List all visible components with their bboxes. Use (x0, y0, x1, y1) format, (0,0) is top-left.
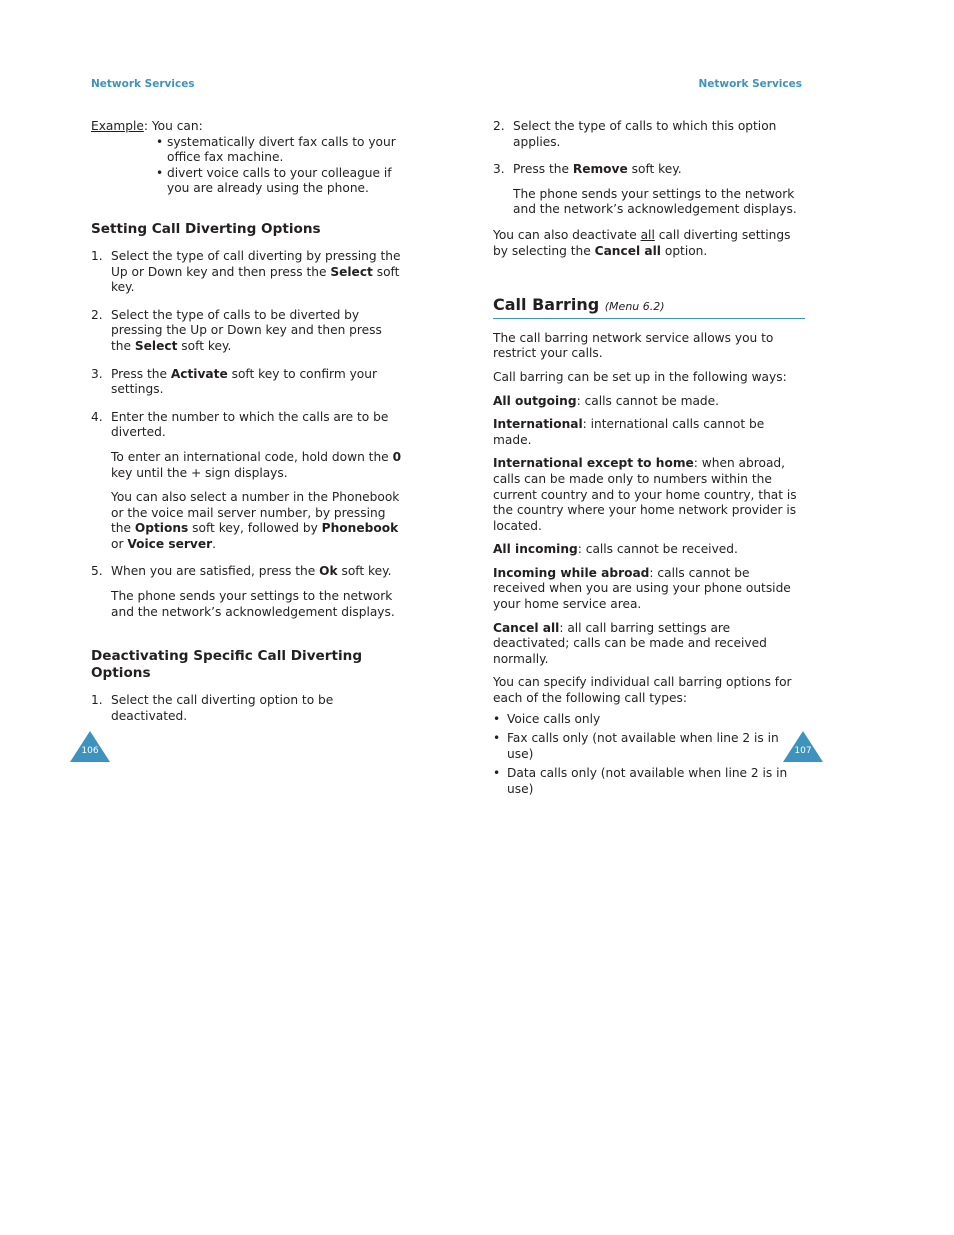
step-text: Select the type of calls to be diverted by pressing the Up or Down key and then press the (111, 307, 382, 353)
step-number: 3. (91, 366, 103, 381)
step-item (91, 308, 403, 355)
page-number-text: 107 (794, 746, 812, 756)
list-item: • divert voice calls to your colleague if you are already using the phone. (156, 166, 403, 197)
step-item (493, 119, 805, 150)
step-number: 1. (91, 248, 103, 263)
step-text: When you are satisfied, press the (111, 564, 320, 579)
step-item (91, 367, 403, 398)
option-all-incoming: All incoming: calls cannot be received. (493, 542, 738, 557)
left-page-column (91, 119, 403, 736)
body-paragraph: Call barring can be set up in the following ways: (493, 369, 787, 384)
step-note: The phone sends your settings to the network and the network’s acknowledgement displays. (111, 589, 395, 619)
option-incoming-while-abroad: Incoming while abroad: calls cannot be received when you are using your phone outside your home service area. (493, 565, 791, 612)
list-item: • systematically divert fax calls to your office fax machine. (156, 135, 403, 166)
step-item (91, 564, 403, 620)
step-item (91, 410, 403, 553)
list-item: • Fax calls only (not available when line 2 is in use) (493, 731, 805, 762)
example-intro: : You can: (143, 119, 203, 133)
call-barring-title: Call Barring (493, 295, 600, 315)
step-note: You can also select a number in the Phonebook or the voice mail server number, by pressing the Options soft key, followed by Phonebook or Voice server. (111, 490, 400, 551)
step-text: Enter the number to which the calls are to be diverted. (111, 409, 389, 440)
menu-reference: (Menu 6.2) (604, 300, 665, 314)
step-text: soft key to confirm your settings. (111, 366, 377, 397)
section-heading-setting-call-diverting: Setting Call Diverting Options (91, 220, 321, 237)
step-text: soft key. (337, 564, 392, 579)
running-header-right: Network Services (698, 78, 802, 90)
deactivating-steps-continued (493, 119, 805, 218)
running-header-left: Network Services (91, 78, 195, 90)
step-text: soft key. (177, 338, 232, 353)
key-name: Select (134, 338, 178, 353)
step-item (493, 162, 805, 218)
option-all-outgoing: All outgoing: calls cannot be made. (493, 393, 720, 408)
step-text: Press the (111, 366, 171, 381)
body-paragraph: You can specify individual call barring options for each of the following call types: (493, 675, 792, 706)
section-heading-deactivating: Deactivating Specific Call Diverting Options (91, 648, 363, 682)
key-name: Ok (319, 564, 338, 579)
page-number-text: 106 (81, 746, 99, 756)
step-number: 1. (91, 693, 103, 708)
setting-steps (91, 249, 403, 620)
call-type-list (493, 712, 805, 798)
page-number-left (70, 731, 110, 763)
step-text: Select the call diverting option to be deactivated. (111, 693, 334, 723)
step-note: The phone sends your settings to the network and the network’s acknowledgement displays. (513, 186, 797, 217)
option-cancel-all: Cancel all: all call barring settings are deactivated; calls can be made and received normally. (493, 620, 767, 666)
key-name: Activate (170, 366, 228, 381)
step-note: To enter an international code, hold down the 0 key until the + sign displays. (111, 449, 402, 480)
step-text: Press the (513, 162, 573, 177)
example-label: Example (91, 119, 144, 133)
step-number: 3. (493, 162, 505, 177)
deactivating-steps (91, 693, 403, 724)
step-item (91, 693, 403, 724)
key-name: Select (330, 264, 373, 279)
step-text: soft key. (111, 264, 400, 295)
step-item (91, 249, 403, 296)
page-number-right (783, 731, 823, 763)
list-item: • Data calls only (not available when line 2 is in use) (493, 766, 805, 797)
option-international-except-home: International except to home: when abroad, calls can be made only to numbers within the current country and to your home country, that is the country where your home network provider is located. (493, 456, 797, 533)
deactivate-all-note: You can also deactivate all call diverting settings by selecting the Cancel all option. (493, 227, 791, 258)
step-number: 2. (91, 307, 103, 322)
example-paragraph (91, 119, 403, 135)
step-text: Select the type of calls to which this option applies. (513, 119, 777, 149)
section-heading-call-barring (493, 297, 805, 319)
example-list (156, 135, 403, 197)
list-item: • Voice calls only (493, 712, 805, 728)
step-number: 5. (91, 564, 103, 579)
option-international: International: international calls cannot be made. (493, 417, 765, 447)
right-page-column (493, 119, 805, 802)
body-paragraph: The call barring network service allows you to restrict your calls. (493, 330, 774, 361)
step-number: 4. (91, 409, 103, 424)
step-number: 2. (493, 119, 505, 133)
key-name: Remove (572, 162, 628, 177)
step-text: soft key. (627, 162, 682, 177)
step-text: Select the type of call diverting by pressing the Up or Down key and then press the (111, 248, 401, 279)
